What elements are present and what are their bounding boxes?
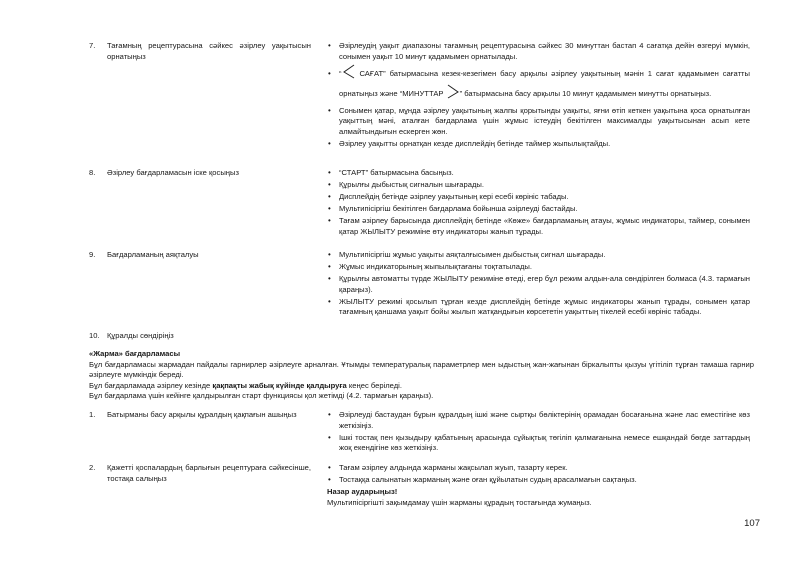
list-item: • Дисплейдің бетінде әзірлеу уақытының кері есебі көрініс табады. xyxy=(328,191,569,201)
page-number: 107 xyxy=(744,518,760,529)
section-paragraph: Бұл бағдарламасы жармадан пайдалы гарнирлер әзірлеуге арналған. Ұтымды температуралық параметрлер мен ыдыстың жан-жағынан біркалыпты қызуы үгітіліп тұрған тамаша гарнир әзірлеуге мүмкіндік береді. xyxy=(89,359,754,380)
list-item: • Әзірлеуді бастаудан бұрын құралдың ішкі және сыртқы бөліктерінің орамадан босағанына және лас еместігіне көз жеткізіңіз. xyxy=(328,410,750,430)
list-item: • Мультипісіргіш бекітілген бағдарлама бойынша әзірлеуді бастайды. xyxy=(328,203,578,213)
list-item: • Құрылғы автоматты түрде ЖЫЛЫТУ режиміне өтеді, егер бұл режим алдын-ала сөндірілген болмаса (4.3. тармағын қараңыз). xyxy=(328,273,750,294)
step-number: 7. xyxy=(89,41,96,50)
step-7-bullets xyxy=(327,41,750,151)
list-item: • Құрылғы дыбыстық сигналын шығарады. xyxy=(328,179,484,189)
list-item: • Сонымен қатар, мұнда әзірлеу уақытының жалпы қорытынды уақыты, яғни өтіп кеткен уақытына қоса орнатылған уақыттың мәні, аталған бағдарлама үшін жұмыс істеудің бекітілген максималды уақытысынан асып кете алмайтындығын ескерген жөн. xyxy=(328,105,750,136)
step-8-bullets xyxy=(327,168,750,239)
list-item: • “СТАРТ” батырмасына басыңыз. xyxy=(328,168,454,177)
warning-text: Мультипісіргішті зақымдамау үшін жарманы құрадың тостағында жумаңыз. xyxy=(327,498,592,507)
step-9-bullets xyxy=(327,250,750,319)
step-title: Тағамның рецептурасына сәйкес әзірлеу уақытысын орнатыңыз xyxy=(107,41,311,61)
list-item: • Тағам әзірлеу алдында жарманы жақсылап жуып, тазарту керек. xyxy=(328,463,568,472)
step-add-ingredients-bullets xyxy=(327,463,750,487)
section-paragraph: Бұл бағдарламада әзірлеу кезінде қақпақты жабық күйінде қалдыруға кеңес беріледі. xyxy=(89,380,402,390)
minutes-triangle-icon xyxy=(446,84,460,104)
list-item: • Жұмыс индикаторының жыпылықтағаны тоқтатылады. xyxy=(328,261,532,271)
step-title: Бағдарламаның аяқталуы xyxy=(107,250,199,259)
list-item: • Тостаққа салынатын жарманың және оған құйылатын судың арасалмағын сақтаңыз. xyxy=(328,474,637,484)
step-number: 9. xyxy=(89,250,96,259)
program-section xyxy=(89,349,754,402)
step-number: 2. xyxy=(89,463,96,472)
list-item: • Тағам әзірлеу барысында дисплейдің бетінде «Көже» бағдарламаның атауы, жұмыс индикаторы, таймер, сонымен қатар ЖЫЛЫТУ режиміне өту индикаторы жанып тұрады. xyxy=(328,215,750,236)
list-item: • ЖЫЛЫТУ режимі қосылып тұрған кезде дисплейдің бетінде жұмыс индикаторы жанып тұрады, сонымен қатар тағамның қаншама уақыт бойы жылып жатқандығын көрсететін уақыттың тікелей есебі көрініс табады. xyxy=(328,296,750,317)
step-number: 8. xyxy=(89,168,96,177)
list-item: • Мультипісіргіш жұмыс уақыты аяқталғысымен дыбыстық сигнал шығарады. xyxy=(328,250,606,259)
list-item: • Әзірлеудің уақыт диапазоны тағамның рецептурасына сәйкес 30 минуттан бастап 4 сағатқа дейін өзгеруі мүмкін, сонымен уақыт 10 минут қадамымен орнатылады. xyxy=(328,41,750,61)
step-title: Батырманы басу арқылы құралдың қақпағын ашыңыз xyxy=(107,410,297,419)
list-item: • Ішкі тостақ пен қызыдыру қабатының арасында сұйықтық төгіліп қалмағанына немесе ешқандай бөгде заттардың жоқ екендігіне көз жеткізіңіз. xyxy=(328,432,750,453)
list-item: • “ САҒАТ” батырмасына кезек-кезегімен басу арқылы әзірлеу уақытының мәнін 1 сағат қадамымен сағатты орнатыңыз және “МИНУТТАР ” батырмасына басу арқылы 10 минут қадамымен минутты орнатыңыз. xyxy=(327,64,750,104)
section-heading: «Жарма» бағдарламасы xyxy=(89,349,181,358)
step-open-lid-bullets xyxy=(327,410,750,455)
step-title: Құралды сөндіріңіз xyxy=(107,331,174,340)
warning-title: Назар аударыңыз! xyxy=(327,487,398,496)
list-item: • Әзірлеу уақытты орнатқан кезде дисплейдің бетінде таймер жыпылықтайды. xyxy=(328,138,611,148)
step-number: 10. xyxy=(89,331,100,340)
step-number: 1. xyxy=(89,410,96,419)
step-title: Қажетті қоспалардың барлығын рецептураға сәйкесінше, тостақа салыңыз xyxy=(107,463,311,483)
step-title: Әзірлеу бағдарламасын іске қосыңыз xyxy=(107,168,239,177)
section-paragraph: Бұл бағдарлама үшін кейінге қалдырылған старт функциясы қол жетімді (4.2. тармағын қараңыз). xyxy=(89,391,434,401)
hours-triangle-icon xyxy=(342,64,356,84)
